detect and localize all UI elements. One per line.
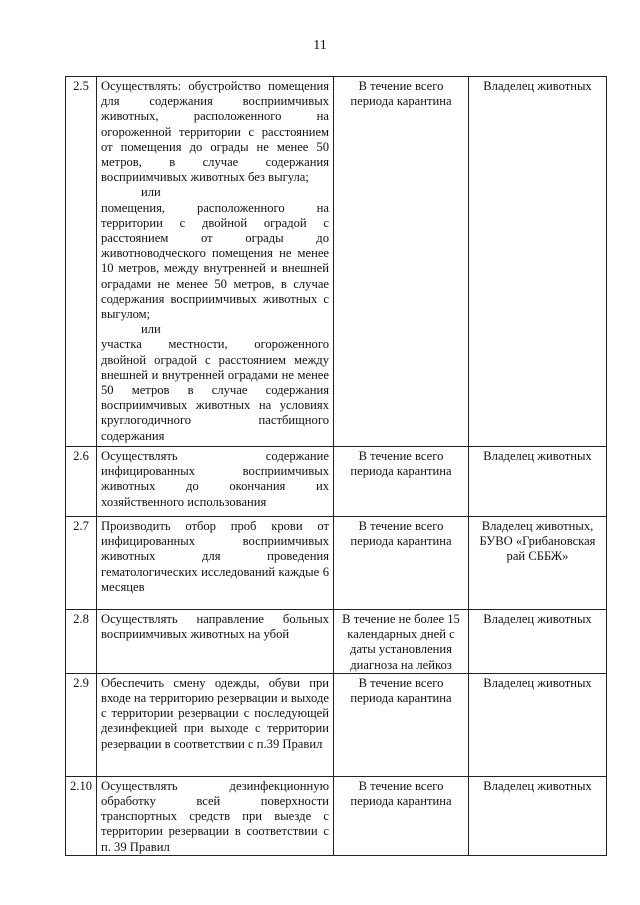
- action-cell: [97, 77, 334, 447]
- table-row: [66, 517, 607, 610]
- page-number: 11: [313, 38, 327, 53]
- measures-table: [65, 76, 607, 856]
- term-cell: В течение всего периода карантина: [334, 673, 469, 776]
- table-row: [66, 447, 607, 517]
- responsible-cell: Владелец животных: [469, 610, 607, 674]
- action-cell: Обеспечить смену одежды, обуви при входе на территорию резервации и выходе с территории резервации с последующей дезинфекцией при выходе с территории резервации в соответствии с п.39 Правил: [97, 673, 334, 776]
- term-cell: В течение не более 15 календарных дней с даты установления диагноза на лейкоз: [334, 610, 469, 674]
- row-number: 2.7: [66, 517, 97, 610]
- row-number: 2.10: [66, 776, 97, 855]
- row-number: 2.5: [66, 77, 97, 447]
- action-cell: Осуществлять направление больных восприимчивых животных на убой: [97, 610, 334, 674]
- table-row: [66, 776, 607, 855]
- table-row: [66, 77, 607, 447]
- responsible-cell: Владелец животных: [469, 447, 607, 517]
- row-number: 2.8: [66, 610, 97, 674]
- responsible-cell: Владелец животных: [469, 776, 607, 855]
- term-cell: В течение всего периода карантина: [334, 77, 469, 447]
- action-cell: Производить отбор проб крови от инфицированных восприимчивых животных для проведения гематологических исследований каждые 6 месяцев: [97, 517, 334, 610]
- action-text: участка местности, огороженного двойной оградой с расстоянием между внешней и внутренней оградами не менее 50 метров в случае содержания восприимчивых животных на условиях круглогодичного пастбищного содержания: [101, 337, 329, 443]
- term-cell: В течение всего периода карантина: [334, 447, 469, 517]
- term-cell: В течение всего периода карантина: [334, 517, 469, 610]
- action-cell: Осуществлять дезинфекционную обработку всей поверхности транспортных средств при выезде с территории резервации в соответствии с п. 39 Правил: [97, 776, 334, 855]
- action-cell: Осуществлять содержание инфицированных восприимчивых животных до окончания их хозяйственного использования: [97, 447, 334, 517]
- action-text: помещения, расположенного на территории с двойной оградой с расстоянием от ограды до животноводческого помещения не менее 10 метров, между внутренней и внешней оградами не менее 50 метров, в случае содержания восприимчивых животных с выгулом;: [101, 200, 329, 322]
- table-row: [66, 610, 607, 674]
- alternative-marker: или: [141, 185, 161, 200]
- table-row: [66, 673, 607, 776]
- responsible-cell: Владелец животных: [469, 673, 607, 776]
- term-cell: В течение всего периода карантина: [334, 776, 469, 855]
- row-number: 2.9: [66, 673, 97, 776]
- action-text: Осуществлять: обустройство помещения для содержания восприимчивых животных, расположенного на огороженной территории с расстоянием от помещения до ограды не менее 50 метров, в случае содержания восприимчивых животных без выгула;: [101, 79, 329, 185]
- responsible-cell: Владелец животных: [469, 77, 607, 447]
- responsible-cell: Владелец животных, БУВО «Грибановская рай СББЖ»: [469, 517, 607, 610]
- row-number: 2.6: [66, 447, 97, 517]
- alternative-marker: или: [141, 322, 161, 337]
